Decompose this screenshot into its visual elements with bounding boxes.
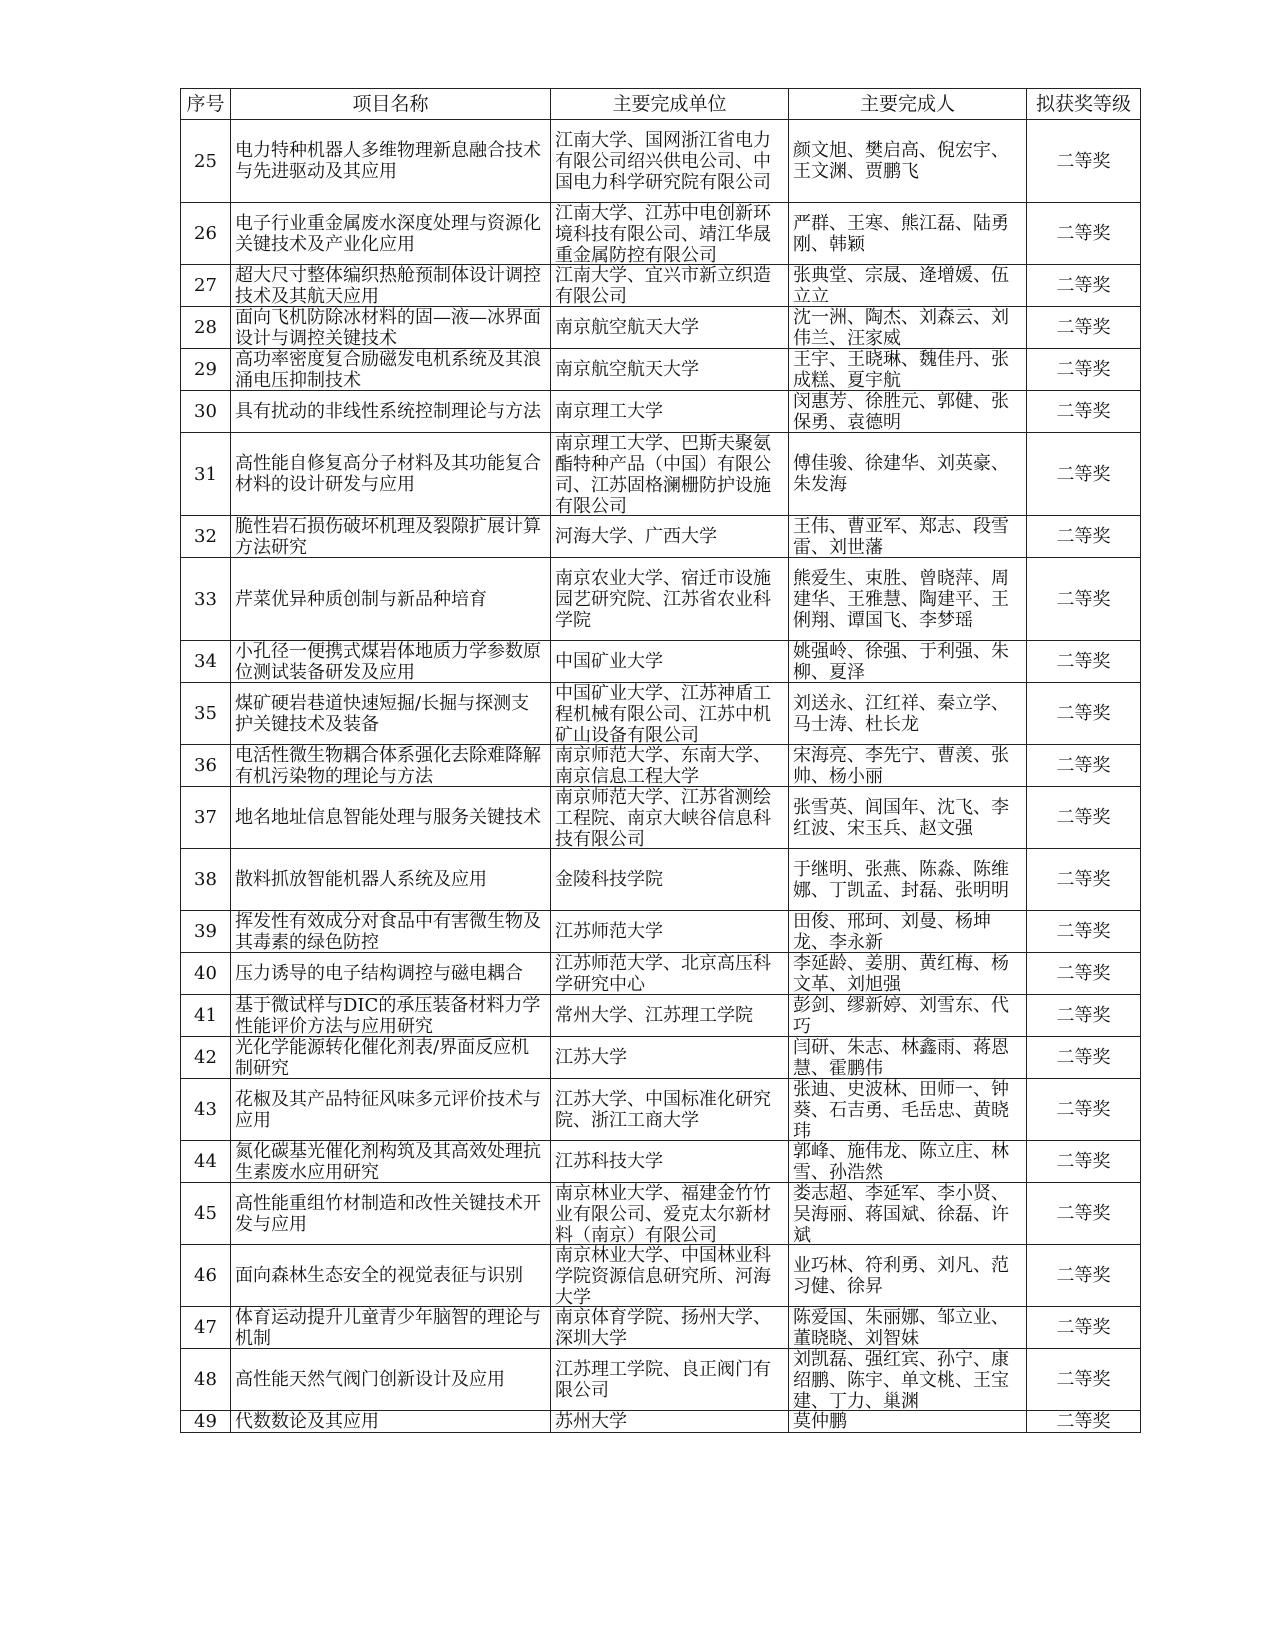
cell-serial-number-text: 36 xyxy=(194,755,217,776)
cell-project-name xyxy=(231,1307,551,1349)
table-row xyxy=(181,307,1141,349)
header-row xyxy=(181,89,1141,120)
cell-serial-number xyxy=(181,307,231,349)
cell-main-contributors-text: 张迪、史波林、田师一、钟葵、石吉勇、毛岳忠、黄晓玮 xyxy=(793,1079,1009,1140)
cell-award-level-text: 二等奖 xyxy=(1056,1005,1111,1026)
cell-main-units-text: 南京农业大学、宿迁市设施园艺研究院、江苏省农业科学院 xyxy=(555,567,771,631)
cell-award-level xyxy=(1027,745,1141,787)
cell-serial-number-text: 33 xyxy=(194,588,217,610)
cell-serial-number xyxy=(181,911,231,953)
table-row xyxy=(181,558,1141,641)
header-project-name: 项目名称 xyxy=(231,89,551,120)
cell-main-units xyxy=(551,1141,789,1183)
table-row xyxy=(181,1037,1141,1079)
cell-project-name xyxy=(231,516,551,558)
cell-serial-number-text: 25 xyxy=(194,150,217,172)
cell-project-name-text: 超大尺寸整体编织热舱预制体设计调控技术及其航天应用 xyxy=(235,265,541,306)
cell-main-contributors xyxy=(789,1141,1027,1183)
cell-project-name-text: 脆性岩石损伤破坏机理及裂隙扩展计算方法研究 xyxy=(235,516,541,557)
cell-main-contributors xyxy=(789,1245,1027,1307)
cell-serial-number xyxy=(181,1079,231,1141)
table-row xyxy=(181,1183,1141,1245)
cell-main-units xyxy=(551,1183,789,1245)
table-row xyxy=(181,849,1141,911)
cell-main-contributors xyxy=(789,1183,1027,1245)
cell-main-units xyxy=(551,1349,789,1411)
table-row xyxy=(181,265,1141,307)
cell-award-level xyxy=(1027,849,1141,911)
cell-award-level-text: 二等奖 xyxy=(1056,1203,1111,1224)
cell-award-level xyxy=(1027,1141,1141,1183)
cell-serial-number-text: 32 xyxy=(194,526,217,547)
cell-serial-number xyxy=(181,349,231,391)
cell-main-units xyxy=(551,787,789,849)
cell-main-contributors xyxy=(789,120,1027,203)
cell-main-units-text: 南京师范大学、东南大学、南京信息工程大学 xyxy=(555,745,771,786)
cell-award-level xyxy=(1027,995,1141,1037)
cell-main-contributors xyxy=(789,1079,1027,1141)
cell-project-name xyxy=(231,1037,551,1079)
cell-main-units xyxy=(551,1411,789,1433)
cell-award-level xyxy=(1027,1079,1141,1141)
cell-main-contributors xyxy=(789,641,1027,683)
cell-project-name xyxy=(231,683,551,745)
cell-serial-number xyxy=(181,1307,231,1349)
cell-main-units-text: 南京林业大学、中国林业科学院资源信息研究所、河海大学 xyxy=(555,1245,771,1306)
table-body xyxy=(181,120,1141,1433)
table-row xyxy=(181,203,1141,265)
cell-project-name-text: 高功率密度复合励磁发电机系统及其浪涌电压抑制技术 xyxy=(235,349,541,390)
cell-project-name-text: 高性能自修复高分子材料及其功能复合材料的设计研发与应用 xyxy=(235,453,541,495)
cell-project-name xyxy=(231,1411,551,1433)
cell-main-contributors-text: 张雪英、闾国年、沈飞、李红波、宋玉兵、赵文强 xyxy=(793,796,1009,839)
table-row xyxy=(181,1245,1141,1307)
cell-award-level xyxy=(1027,120,1141,203)
cell-main-contributors-text: 闫研、朱志、林鑫雨、蒋恩慧、霍鹏伟 xyxy=(793,1037,1009,1078)
cell-project-name xyxy=(231,120,551,203)
cell-project-name xyxy=(231,265,551,307)
table-row xyxy=(181,911,1141,953)
cell-award-level-text: 二等奖 xyxy=(1056,651,1111,672)
cell-project-name-text: 煤矿硬岩巷道快速短掘/长掘与探测支护关键技术及装备 xyxy=(235,692,530,735)
header-award-level: 拟获奖等级 xyxy=(1027,89,1141,120)
cell-award-level-text: 二等奖 xyxy=(1056,703,1111,724)
cell-main-units xyxy=(551,911,789,953)
cell-project-name-text: 压力诱导的电子结构调控与磁电耦合 xyxy=(235,963,523,984)
cell-project-name xyxy=(231,787,551,849)
cell-award-level-text: 二等奖 xyxy=(1056,526,1111,547)
cell-main-units xyxy=(551,391,789,433)
cell-main-contributors-text: 熊爱生、束胜、曾晓萍、周建华、王雅慧、陶建平、王俐翔、谭国飞、李梦瑶 xyxy=(793,567,1009,631)
table-row xyxy=(181,787,1141,849)
cell-project-name xyxy=(231,1141,551,1183)
cell-main-units-text: 河海大学、广西大学 xyxy=(555,526,717,547)
cell-project-name xyxy=(231,849,551,911)
table-row xyxy=(181,433,1141,516)
cell-serial-number-text: 30 xyxy=(194,401,217,422)
cell-award-level xyxy=(1027,1245,1141,1307)
table-row xyxy=(181,953,1141,995)
cell-main-contributors-text: 彭剑、缪新婷、刘雪东、代巧 xyxy=(793,995,1009,1036)
cell-award-level-text: 二等奖 xyxy=(1056,1151,1111,1172)
table-row xyxy=(181,120,1141,203)
cell-main-contributors-text: 闵惠芳、徐胜元、郭健、张保勇、袁德明 xyxy=(793,391,1009,432)
cell-main-contributors-text: 李延龄、姜朋、黄红梅、杨文革、刘旭强 xyxy=(793,953,1009,994)
cell-award-level xyxy=(1027,558,1141,641)
cell-main-contributors xyxy=(789,953,1027,995)
cell-award-level xyxy=(1027,953,1141,995)
cell-project-name-text: 电力特种机器人多维物理新息融合技术与先进驱动及其应用 xyxy=(235,140,541,182)
cell-main-contributors-text: 田俊、邢珂、刘曼、杨坤龙、李永新 xyxy=(793,911,991,952)
cell-serial-number-text: 45 xyxy=(194,1203,217,1224)
cell-serial-number xyxy=(181,641,231,683)
cell-serial-number xyxy=(181,953,231,995)
cell-project-name xyxy=(231,558,551,641)
cell-serial-number xyxy=(181,849,231,911)
cell-main-units xyxy=(551,265,789,307)
cell-serial-number-text: 49 xyxy=(194,1411,217,1432)
cell-main-contributors xyxy=(789,745,1027,787)
cell-award-level-text: 二等奖 xyxy=(1056,150,1111,172)
header-main-units: 主要完成单位 xyxy=(551,89,789,120)
cell-project-name xyxy=(231,203,551,265)
cell-serial-number xyxy=(181,1037,231,1079)
cell-main-units-text: 江苏理工学院、良正阀门有限公司 xyxy=(555,1358,771,1401)
cell-serial-number-text: 43 xyxy=(194,1099,217,1120)
cell-serial-number-text: 47 xyxy=(194,1317,217,1338)
cell-serial-number xyxy=(181,1245,231,1307)
cell-award-level-text: 二等奖 xyxy=(1056,1265,1111,1286)
cell-main-units-text: 江苏科技大学 xyxy=(555,1151,663,1172)
table-row xyxy=(181,1349,1141,1411)
cell-main-contributors xyxy=(789,265,1027,307)
cell-serial-number xyxy=(181,1411,231,1433)
cell-project-name-text: 小孔径一便携式煤岩体地质力学参数原位测试装备研发及应用 xyxy=(235,641,541,682)
cell-main-contributors-text: 王伟、曹亚军、郑志、段雪雷、刘世藩 xyxy=(793,516,1009,557)
cell-serial-number xyxy=(181,516,231,558)
cell-project-name xyxy=(231,953,551,995)
cell-serial-number xyxy=(181,265,231,307)
cell-award-level-text: 二等奖 xyxy=(1056,359,1111,380)
cell-award-level-text: 二等奖 xyxy=(1056,275,1111,296)
cell-main-units xyxy=(551,349,789,391)
cell-award-level-text: 二等奖 xyxy=(1056,317,1111,338)
cell-serial-number xyxy=(181,745,231,787)
cell-main-contributors-text: 沈一洲、陶杰、刘森云、刘伟兰、汪家威 xyxy=(793,307,1009,348)
cell-serial-number-text: 38 xyxy=(194,869,217,890)
cell-award-level xyxy=(1027,683,1141,745)
cell-serial-number xyxy=(181,995,231,1037)
cell-award-level xyxy=(1027,433,1141,516)
cell-main-units-text: 江苏师范大学、北京高压科学研究中心 xyxy=(555,953,771,994)
cell-serial-number xyxy=(181,1141,231,1183)
cell-serial-number xyxy=(181,120,231,203)
cell-main-units xyxy=(551,1037,789,1079)
table-row xyxy=(181,995,1141,1037)
cell-serial-number-text: 37 xyxy=(194,807,217,828)
cell-main-contributors-text: 刘凯磊、强红宾、孙宁、康绍鹏、陈宇、单文桃、王宝建、丁力、巢渊 xyxy=(793,1349,1009,1410)
cell-main-units xyxy=(551,1245,789,1307)
cell-serial-number xyxy=(181,1183,231,1245)
cell-serial-number xyxy=(181,558,231,641)
cell-project-name xyxy=(231,433,551,516)
cell-award-level-text: 二等奖 xyxy=(1056,1411,1111,1432)
cell-award-level-text: 二等奖 xyxy=(1056,223,1111,244)
cell-project-name-text: 高性能天然气阀门创新设计及应用 xyxy=(235,1369,505,1390)
cell-main-units-text: 金陵科技学院 xyxy=(555,869,663,890)
cell-award-level xyxy=(1027,265,1141,307)
cell-main-contributors xyxy=(789,307,1027,349)
table-row xyxy=(181,745,1141,787)
cell-project-name-text: 高性能重组竹材制造和改性关键技术开发与应用 xyxy=(235,1192,541,1235)
cell-award-level-text: 二等奖 xyxy=(1056,1047,1111,1068)
cell-award-level-text: 二等奖 xyxy=(1056,869,1111,890)
cell-project-name-text: 面向森林生态安全的视觉表征与识别 xyxy=(235,1265,523,1286)
cell-main-units xyxy=(551,203,789,265)
cell-main-units-text: 南京航空航天大学 xyxy=(555,359,699,380)
cell-project-name-text: 散料抓放智能机器人系统及应用 xyxy=(235,869,487,890)
cell-main-contributors xyxy=(789,1307,1027,1349)
cell-project-name-text: 面向飞机防除冰材料的固—液—冰界面设计与调控关键技术 xyxy=(235,307,541,348)
cell-project-name xyxy=(231,1349,551,1411)
cell-main-contributors xyxy=(789,683,1027,745)
cell-main-contributors xyxy=(789,203,1027,265)
cell-main-units xyxy=(551,1079,789,1141)
cell-serial-number-text: 35 xyxy=(194,703,217,724)
cell-main-units-text: 江南大学、国网浙江省电力有限公司绍兴供电公司、中国电力科学研究院有限公司 xyxy=(555,129,771,193)
table-header xyxy=(181,89,1141,120)
cell-main-contributors-text: 莫仲鹏 xyxy=(793,1411,847,1432)
cell-main-contributors-text: 宋海亮、李先宁、曹羡、张帅、杨小丽 xyxy=(793,745,1009,786)
cell-main-contributors-text: 王宇、王晓琳、魏佳丹、张成糕、夏宇航 xyxy=(793,349,1009,390)
cell-project-name xyxy=(231,911,551,953)
cell-main-units-text: 南京理工大学 xyxy=(555,401,663,422)
cell-serial-number xyxy=(181,683,231,745)
cell-main-units xyxy=(551,307,789,349)
cell-award-level-text: 二等奖 xyxy=(1056,1099,1111,1120)
cell-award-level-text: 二等奖 xyxy=(1056,921,1111,942)
cell-main-units-text: 中国矿业大学 xyxy=(555,651,663,672)
header-serial-number: 序号 xyxy=(181,89,231,120)
cell-award-level xyxy=(1027,787,1141,849)
cell-serial-number-text: 39 xyxy=(194,921,217,942)
cell-main-contributors xyxy=(789,1037,1027,1079)
cell-main-units-text: 南京林业大学、福建金竹竹业有限公司、爱克太尔新材料（南京）有限公司 xyxy=(555,1183,771,1244)
cell-main-units-text: 江苏大学 xyxy=(555,1047,627,1068)
cell-serial-number-text: 28 xyxy=(194,317,217,338)
cell-main-units-text: 江南大学、宜兴市新立织造有限公司 xyxy=(555,265,771,306)
cell-main-contributors-text: 于继明、张燕、陈淼、陈维娜、丁凯孟、封磊、张明明 xyxy=(793,858,1009,901)
table-row xyxy=(181,391,1141,433)
cell-serial-number xyxy=(181,203,231,265)
cell-award-level-text: 二等奖 xyxy=(1056,401,1111,422)
cell-main-contributors-text: 娄志超、李延军、李小贤、吴海丽、蒋国斌、徐磊、许斌 xyxy=(793,1183,1009,1244)
cell-main-contributors xyxy=(789,911,1027,953)
cell-main-contributors xyxy=(789,349,1027,391)
cell-project-name xyxy=(231,391,551,433)
cell-award-level xyxy=(1027,203,1141,265)
cell-award-level-text: 二等奖 xyxy=(1056,1369,1111,1390)
cell-main-contributors xyxy=(789,849,1027,911)
cell-main-contributors-text: 业巧林、符利勇、刘凡、范习健、徐昇 xyxy=(793,1254,1009,1297)
cell-award-level xyxy=(1027,516,1141,558)
cell-serial-number-text: 27 xyxy=(194,275,217,296)
cell-main-contributors-text: 颜文旭、樊启高、倪宏宇、王文渊、贾鹏飞 xyxy=(793,140,1009,182)
cell-project-name xyxy=(231,995,551,1037)
cell-award-level xyxy=(1027,1307,1141,1349)
cell-award-level xyxy=(1027,391,1141,433)
table-row xyxy=(181,641,1141,683)
cell-serial-number-text: 40 xyxy=(194,963,217,984)
cell-project-name-text: 挥发性有效成分对食品中有害微生物及其毒素的绿色防控 xyxy=(235,911,541,952)
cell-main-contributors-text: 刘送永、江红祥、秦立学、马士涛、杜长龙 xyxy=(793,692,1009,735)
cell-serial-number-text: 42 xyxy=(194,1047,217,1068)
cell-main-contributors xyxy=(789,787,1027,849)
table-row xyxy=(181,516,1141,558)
cell-main-contributors xyxy=(789,433,1027,516)
cell-main-units xyxy=(551,683,789,745)
cell-project-name-text: 具有扰动的非线性系统控制理论与方法 xyxy=(235,401,541,422)
table-row xyxy=(181,1307,1141,1349)
table-row xyxy=(181,1411,1141,1433)
cell-main-contributors xyxy=(789,1349,1027,1411)
cell-serial-number-text: 34 xyxy=(194,651,217,672)
cell-serial-number xyxy=(181,391,231,433)
cell-main-contributors-text: 傅佳骏、徐建华、刘英豪、朱发海 xyxy=(793,453,1009,495)
cell-main-contributors-text: 张典堂、宗晟、逄增媛、伍立立 xyxy=(793,265,1009,306)
cell-award-level xyxy=(1027,349,1141,391)
cell-award-level-text: 二等奖 xyxy=(1056,963,1111,984)
cell-award-level xyxy=(1027,307,1141,349)
cell-award-level xyxy=(1027,1411,1141,1433)
cell-main-units-text: 南京航空航天大学 xyxy=(555,317,699,338)
cell-main-contributors xyxy=(789,391,1027,433)
cell-award-level-text: 二等奖 xyxy=(1056,463,1111,485)
cell-award-level xyxy=(1027,641,1141,683)
cell-main-units xyxy=(551,120,789,203)
cell-project-name-text: 电活性微生物耦合体系强化去除难降解有机污染物的理论与方法 xyxy=(235,745,541,786)
awards-table xyxy=(180,88,1141,1433)
cell-main-units xyxy=(551,641,789,683)
cell-serial-number xyxy=(181,1349,231,1411)
cell-main-units xyxy=(551,516,789,558)
cell-project-name-text: 电子行业重金属废水深度处理与资源化关键技术及产业化应用 xyxy=(235,212,541,255)
cell-main-units xyxy=(551,1307,789,1349)
cell-main-contributors-text: 陈爱国、朱丽娜、邹立业、董晓晓、刘智妹 xyxy=(793,1307,1009,1348)
cell-serial-number-text: 46 xyxy=(194,1265,217,1286)
cell-main-contributors xyxy=(789,558,1027,641)
cell-main-units xyxy=(551,745,789,787)
cell-award-level-text: 二等奖 xyxy=(1056,807,1111,828)
cell-main-contributors xyxy=(789,1411,1027,1433)
cell-main-units-text: 南京师范大学、江苏省测绘工程院、南京大峡谷信息科技有限公司 xyxy=(555,787,771,848)
cell-project-name-text: 地名地址信息智能处理与服务关键技术 xyxy=(235,807,541,828)
cell-project-name-text: 芹菜优异种质创制与新品种培育 xyxy=(235,588,487,610)
cell-main-units xyxy=(551,433,789,516)
cell-serial-number-text: 41 xyxy=(194,1005,217,1026)
cell-serial-number-text: 48 xyxy=(194,1369,217,1390)
cell-main-units xyxy=(551,995,789,1037)
cell-serial-number-text: 26 xyxy=(194,223,217,244)
cell-serial-number xyxy=(181,787,231,849)
cell-award-level xyxy=(1027,1349,1141,1411)
table-row xyxy=(181,349,1141,391)
cell-main-units xyxy=(551,558,789,641)
table-row xyxy=(181,683,1141,745)
cell-award-level xyxy=(1027,1037,1141,1079)
cell-main-units-text: 南京理工大学、巴斯夫聚氨酯特种产品（中国）有限公司、江苏固格澜栅防护设施有限公司 xyxy=(555,433,771,515)
cell-main-contributors-text: 郭峰、施伟龙、陈立庄、林雪、孙浩然 xyxy=(793,1141,1009,1182)
cell-main-contributors-text: 严群、王寒、熊江磊、陆勇刚、韩颖 xyxy=(793,212,1009,255)
cell-main-contributors-text: 姚强岭、徐强、于利强、朱柳、夏泽 xyxy=(793,641,1009,682)
cell-project-name-text: 代数数论及其应用 xyxy=(235,1411,379,1432)
cell-project-name-text: 基于微试样与DIC的承压装备材料力学性能评价方法与应用研究 xyxy=(235,995,541,1036)
cell-serial-number xyxy=(181,433,231,516)
cell-main-units-text: 苏州大学 xyxy=(555,1411,627,1432)
cell-project-name xyxy=(231,745,551,787)
cell-main-contributors xyxy=(789,516,1027,558)
cell-project-name xyxy=(231,349,551,391)
cell-serial-number-text: 44 xyxy=(194,1151,217,1172)
cell-project-name-text: 光化学能源转化催化剂表/界面反应机制研究 xyxy=(235,1037,530,1078)
cell-main-units-text: 常州大学、江苏理工学院 xyxy=(555,1005,753,1026)
cell-main-units-text: 中国矿业大学、江苏神盾工程机械有限公司、江苏中机矿山设备有限公司 xyxy=(555,683,771,744)
cell-project-name-text: 体育运动提升儿童青少年脑智的理论与机制 xyxy=(235,1307,541,1348)
cell-project-name xyxy=(231,307,551,349)
cell-main-units xyxy=(551,849,789,911)
cell-award-level-text: 二等奖 xyxy=(1056,755,1111,776)
cell-main-units-text: 江苏师范大学 xyxy=(555,921,663,942)
cell-project-name xyxy=(231,1245,551,1307)
header-main-contributors: 主要完成人 xyxy=(789,89,1027,120)
cell-project-name xyxy=(231,1079,551,1141)
cell-serial-number-text: 31 xyxy=(194,463,217,485)
cell-award-level xyxy=(1027,1183,1141,1245)
cell-serial-number-text: 29 xyxy=(194,359,217,380)
cell-award-level-text: 二等奖 xyxy=(1056,1317,1111,1338)
cell-award-level xyxy=(1027,911,1141,953)
cell-main-units-text: 江南大学、江苏中电创新环境科技有限公司、靖江华晟重金属防控有限公司 xyxy=(555,203,771,264)
table-row xyxy=(181,1079,1141,1141)
cell-project-name xyxy=(231,641,551,683)
cell-main-units xyxy=(551,953,789,995)
cell-main-contributors xyxy=(789,995,1027,1037)
cell-award-level-text: 二等奖 xyxy=(1056,588,1111,610)
cell-project-name-text: 花椒及其产品特征风味多元评价技术与应用 xyxy=(235,1088,541,1131)
cell-main-units-text: 江苏大学、中国标准化研究院、浙江工商大学 xyxy=(555,1088,771,1131)
cell-project-name xyxy=(231,1183,551,1245)
cell-project-name-text: 氮化碳基光催化剂构筑及其高效处理抗生素废水应用研究 xyxy=(235,1141,541,1182)
cell-main-units-text: 南京体育学院、扬州大学、深圳大学 xyxy=(555,1307,771,1348)
table-row xyxy=(181,1141,1141,1183)
